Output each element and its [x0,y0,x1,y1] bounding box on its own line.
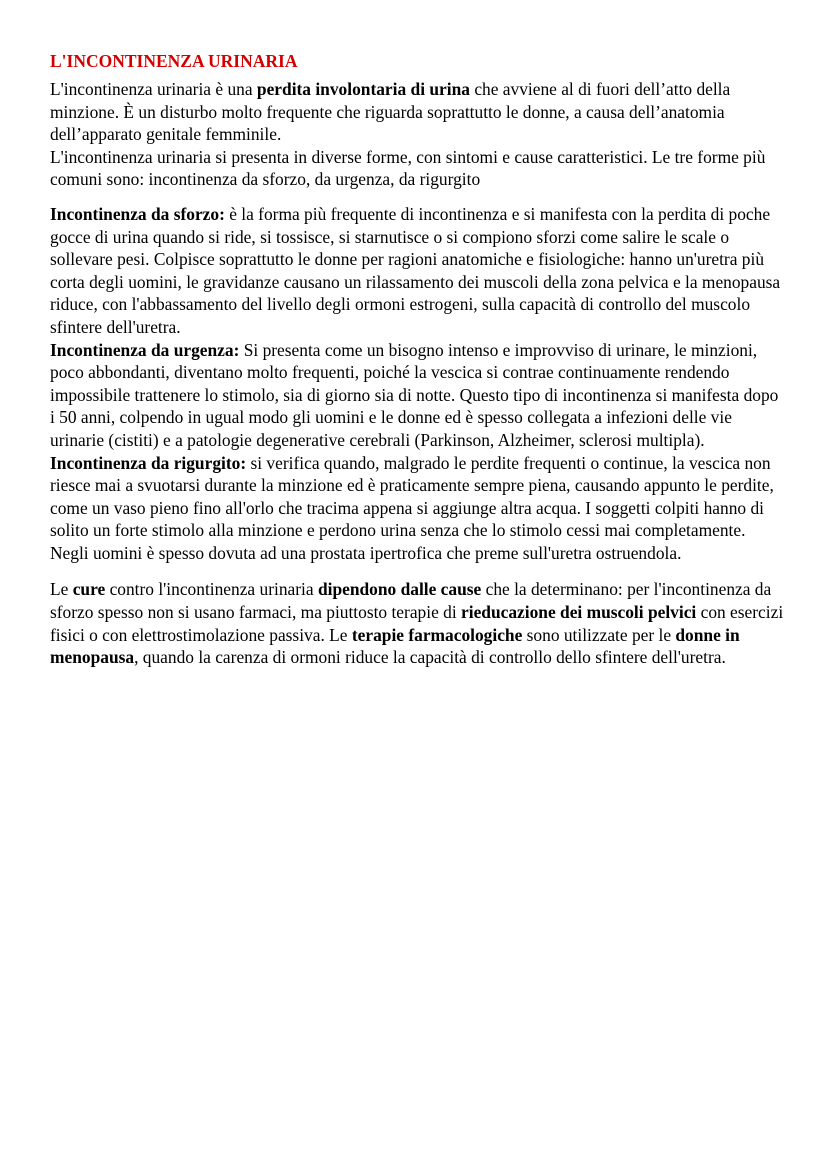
type-paragraph-urgenza [50,339,785,452]
intro-paragraph-1 [50,78,785,146]
type-paragraph-rigurgito [50,452,785,565]
cure-bold-1: cure [72,579,106,600]
cure-bold-5: donne in menopausa [50,624,740,668]
spacer [50,564,785,578]
intro-paragraph-2: L'incontinenza urinaria si presenta in diverse forme, con sintomi e cause caratteristici. Le tre forme più comuni sono: incontinenza da sforzo, da urgenza, da rigurgito [50,146,766,190]
cure-text-5: sono utilizzate per le [522,624,676,645]
cure-text-3: che la determinano: per l'incontinenza da sforzo spesso non si usano farmaci, ma piuttosto terapie di [50,579,772,623]
page-title: L'INCONTINENZA URINARIA [50,51,298,71]
cure-bold-2: dipendono dalle cause [317,579,482,600]
intro-bold-term: perdita involontaria di urina [256,79,470,99]
document-page [50,50,785,669]
cure-bold-3: rieducazione dei muscoli pelvici [461,602,697,623]
cure-text-6: , quando la carenza di ormoni riduce la capacità di controllo dello sfintere dell'uretra. [134,647,726,668]
intro-section [50,78,785,191]
cure-text-1: Le [50,579,73,600]
cure-text-4: con esercizi fisici o con elettrostimolazione passiva. Le [50,602,784,645]
cure-bold-4: terapie farmacologiche [351,624,523,645]
cure-paragraph [50,578,785,668]
intro-text-a: L'incontinenza urinaria è una [50,79,257,99]
spacer [50,191,785,203]
type-text-rigurgito: si verifica quando, malgrado le perdite frequenti o continue, la vescica non riesce mai a svuotarsi durante la minzione ed è praticamente sempre piena, causando appunto le perdite, come un vaso pieno fino all'orlo che tracima appena si aggiunge altra acqua. I soggetti colpiti hanno di solito un forte stimolo alla minzione e perdono urina senza che lo stimolo cessi mai completamente. Negli uomini è spesso dovuta ad una prostata ipertrofica che preme sull'uretra ostruendola. [50,452,774,563]
type-heading-rigurgito: Incontinenza da rigurgito: [50,452,247,473]
type-text-sforzo: è la forma più frequente di incontinenza e si manifesta con la perdita di poche gocce di urina quando si ride, si tossisce, si starnutisce o si compiono sforzi come salire le scale o sollevare pesi. Colpisce soprattutto le donne per ragioni anatomiche e fisiologiche: hanno un'uretra più corta degli uomini, le gravidanze causano un rilassamento dei muscoli della zona pelvica e la menopausa riduce, con l'abbassamento del livello degli ormoni estrogeni, sulla capacità di controllo del muscolo sfintere dell'uretra. [50,203,781,337]
type-heading-urgenza: Incontinenza da urgenza: [50,339,240,360]
type-paragraph-sforzo [50,203,785,339]
cure-section [50,578,785,668]
cure-text-2: contro l'incontinenza urinaria [105,579,318,600]
type-text-urgenza: Si presenta come un bisogno intenso e improvviso di urinare, le minzioni, poco abbondanti, diventano molto frequenti, poiché la vescica si contrae continuamente rendendo impossibile trattenere lo stimolo, sia di giorno sia di notte. Questo tipo di incontinenza si manifesta dopo i 50 anni, colpendo in ugual modo gli uomini e le donne ed è spesso collegata a infezioni delle vie urinarie (cistiti) e a patologie degenerative cerebrali (Parkinson, Alzheimer, sclerosi multipla). [50,339,779,450]
intro-text-c: che avviene al di fuori dell’atto della minzione. È un disturbo molto frequente che riguarda soprattutto le donne, a causa dell’anatomia dell’apparato genitale femminile. [50,79,731,145]
types-section [50,203,785,565]
type-heading-sforzo: Incontinenza da sforzo: [50,203,225,224]
